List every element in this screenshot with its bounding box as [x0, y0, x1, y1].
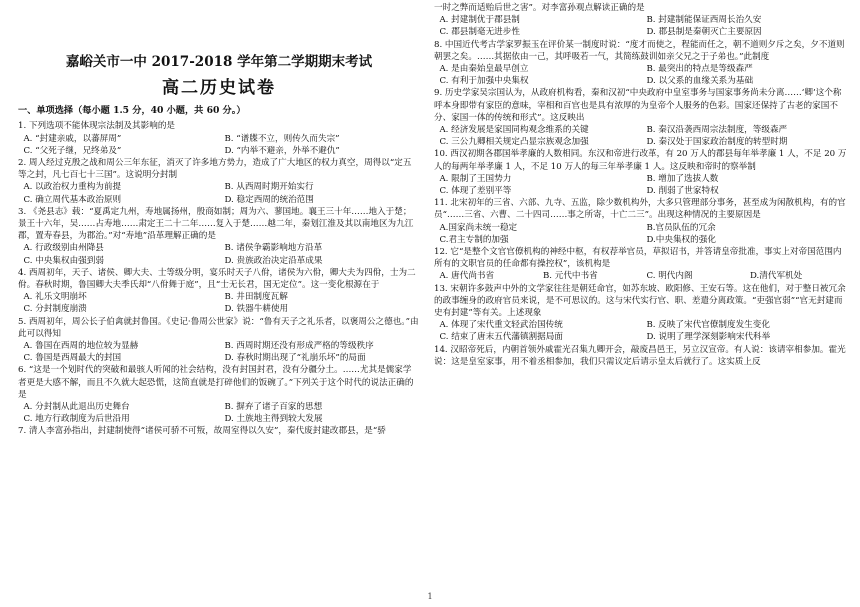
- answer-option: A. 是由秦始皇最早创立: [434, 64, 529, 75]
- option-row: [18, 291, 420, 303]
- option-row: [18, 145, 420, 157]
- option-row: [434, 331, 848, 343]
- answer-option: A.国家尚未统一稳定: [434, 222, 518, 233]
- page-number: 1: [427, 592, 433, 601]
- answer-option: B. 元代中书省: [537, 271, 598, 282]
- question-item: [434, 39, 848, 88]
- answer-option: D.清代军机处: [744, 271, 803, 282]
- question-item: [434, 2, 848, 39]
- answer-option: B. “谱牒不立，则传久而失宗”: [219, 133, 340, 144]
- option-row: [18, 194, 420, 206]
- answer-option: D. 以父系的血缘关系为基础: [641, 76, 754, 87]
- question-stem: 4. 西周初年，天子、诸侯、卿大夫、士等级分明，宴乐时天子八佾，诸侯为六佾，卿大夫为四佾，士为二佾。春秋时期，鲁国卿大夫季氏却“八佾舞于庭”，且“士无长君，国无定位”。这一变化根源在于: [18, 267, 416, 291]
- answer-option: A. 封建制优于郡县制: [434, 15, 520, 26]
- option-row: [18, 401, 420, 413]
- answer-option: D. 削弱了世家特权: [641, 186, 719, 197]
- left-question-list: [18, 120, 420, 437]
- option-row: [434, 319, 848, 331]
- question-stem: 12. 它“是整个文官官僚机构的神经中枢，有权荐举官员，草拟诏书，并答请皇帝批准，事实上对帝国范围内所有的文职官员的任命都有操控权”，该机构是: [434, 247, 842, 270]
- answer-option: C. 鲁国是西周最大的封国: [18, 353, 122, 364]
- question-item: [18, 267, 420, 316]
- answer-option: D. 铁器牛耕使用: [219, 304, 289, 315]
- question-item: [434, 148, 848, 197]
- option-row: [18, 133, 420, 145]
- left-column: [18, 0, 420, 438]
- answer-option: B. 西周时期还没有形成严格的等级秩序: [219, 341, 374, 352]
- option-row: [18, 242, 420, 254]
- question-stem: 14. 汉昭帝死后，内朝首领外戚霍光召集九卿开会，敲废昌邑王，另立汉宣帝。有人说：该请宰相参加。霍光说：这是皇室家事，用不着丞相参加，我们只需议定后请示皇太后就行了。这实质上反: [434, 344, 846, 367]
- answer-option: B. 反映了宋代官僚制度发生变化: [641, 320, 770, 331]
- question-item: [18, 316, 420, 365]
- answer-option: A. “封建亲戚，以蕃屏周”: [18, 133, 122, 144]
- option-row: [18, 303, 420, 315]
- answer-option: A. 唐代尚书省: [434, 271, 495, 282]
- question-item: [18, 206, 420, 267]
- option-row: [18, 352, 420, 364]
- option-row: [18, 255, 420, 267]
- answer-option: A. 分封制从此退出历史舞台: [18, 402, 130, 413]
- answer-option: C. 分封制度崩溃: [18, 304, 87, 315]
- answer-option: C. 体现了差别平等: [434, 186, 512, 197]
- answer-option: A. 以政治权力重构为前提: [18, 182, 122, 193]
- right-question-list: [434, 2, 848, 368]
- option-row: [434, 173, 848, 185]
- question-stem: 8. 中国近代考古学家罗振玉在评价某一制度时说：“度才而使之，程能而任之，朝不道则夕斥之矣，夕不道则朝罢之矣。……其据依由一己，其呼吸若一气，其简练鼓训如亲父兄之于子弟也。”此制度: [434, 39, 845, 62]
- answer-option: B. 最突出的特点是等级森严: [641, 64, 753, 75]
- option-row: [434, 14, 848, 26]
- question-stem: 13. 宋朝许多鼓声中外的文学家往往是朝廷命官，如苏东坡、欧阳修、王安石等。这在他们，对于整日被冗余的政事缠身的政府官员来说，是不可思议的。这与宋代实行官、职、差遣分离政策。“吏强官弱”“官无封建而史有封建”等有关。上述现象: [434, 283, 846, 319]
- question-stem: 10. 西汉初期各郡国举孝廉的人数相同。东汉和帝进行改革，有 20 万人的郡县每年举孝廉 1 人，不足 20 万人的每两年举孝廉 1 人，不足 10 万人的每三年举孝廉 1 人。这反映和帝时的察举制: [434, 149, 847, 172]
- answer-option: D. 贵族政治决定沿革成果: [219, 255, 323, 266]
- answer-option: D. 春秋时期出现了“礼崩乐坏”的局面: [219, 353, 366, 364]
- answer-option: D. 郡县制是秦朝灭亡主要原因: [641, 27, 762, 38]
- answer-option: B. 诸侯争霸影响地方沿革: [219, 243, 323, 254]
- question-item: [434, 283, 848, 344]
- option-row: [434, 75, 848, 87]
- option-row: [434, 270, 848, 282]
- answer-option: B. 从西周时期开始实行: [219, 182, 314, 193]
- question-stem: 一时之弊而适贻后世之害”。对李富孙观点解读正确的是: [434, 3, 645, 13]
- answer-option: D. 土族地主得到较大发展: [219, 414, 323, 425]
- answer-option: D. “内举不避亲，外举不避仇”: [219, 145, 340, 156]
- option-row: [434, 222, 848, 234]
- question-item: [434, 87, 848, 148]
- question-stem: 9. 历史学家吴宗国认为，从政府机构看，秦和汉初“中央政府中皇室事务与国家事务尚未分离……‘卿’这个称呼本身即带有家臣的意味，宰相和百官也是具有浓厚的为皇帝个人服务的色彩。国家还保持了古老的家国不分、家国一体的传统和形式”。这反映出: [434, 88, 842, 123]
- answer-option: A. 鲁国在西周的地位较为显赫: [18, 341, 139, 352]
- answer-option: A. 行政级别由州降县: [18, 243, 104, 254]
- question-item: [434, 344, 848, 368]
- section-heading: 一、单项选择（每小题 1.5 分，40 小题，共 60 分。）: [18, 105, 246, 117]
- question-item: [434, 246, 848, 283]
- answer-option: A. 经济发展是家国同构观念维系的关键: [434, 125, 589, 136]
- answer-option: B. 摒弃了诸子百家的思想: [219, 402, 323, 413]
- option-row: [434, 136, 848, 148]
- question-stem: 6. “这是一个划时代的突破和最骇人听闻的社会结构，没有封国封君，没有分疆分土。……尤其是儒家学者更是大感不解，而且不久就大起恐慌，这简直就是打碎他们的饭碗了。”下列关于这个时代的说法正确的是: [18, 365, 414, 400]
- answer-option: B. 封建制能保证西周长治久安: [641, 15, 762, 26]
- question-item: [18, 120, 420, 157]
- answer-option: D. 秦汉处于国家政治制度的转型时期: [641, 137, 788, 148]
- option-row: [434, 124, 848, 136]
- answer-option: C. 结束了唐末五代藩镇割据局面: [434, 332, 563, 343]
- question-item: [434, 197, 848, 246]
- option-row: [434, 26, 848, 38]
- answer-option: D.中央集权的强化: [641, 234, 716, 245]
- question-stem: 5. 西周初年，周公长子伯禽就封鲁国。《史记·鲁周公世家》说：“鲁有天子之礼乐者，以褒周公之德也。”由此可以得知: [18, 316, 419, 339]
- question-stem: 3. 《尧县志》载：“夏禹定九州，寿地属扬州，殷商如制；周为六、蓼国地。襄王三十年……地入于楚；景王十六年，吴……占寿地……肃定王二十二年……复入于楚……越二年，秦划江淮及其以南地区为九江郡，置寿春县，为郡治。”对“寿地”沿革理解正确的是: [18, 206, 414, 242]
- answer-option: A. 限制了王国势力: [434, 173, 512, 184]
- question-item: [18, 425, 420, 437]
- question-item: [18, 364, 420, 425]
- answer-option: C. 中央集权由强到弱: [18, 255, 104, 266]
- right-column: [434, 2, 848, 368]
- exam-title: 嘉峪关市一中 2017-2018 学年第二学期期末考试: [65, 54, 373, 70]
- question-stem: 2. 周人经过克殷之战和周公三年东征，消灭了许多地方势力，造成了广大地区的权力真空，周得以“定五等之封，凡七百七十三国”。这说明分封制: [18, 157, 412, 181]
- option-row: [18, 340, 420, 352]
- option-row: [434, 234, 848, 246]
- answer-option: C. 三公九卿相关规定凸显宗族观念加强: [434, 137, 589, 148]
- answer-option: C. “父死子继，兄终弟及”: [18, 145, 122, 156]
- answer-option: C. 有利于加强中央集权: [434, 76, 529, 87]
- answer-option: A. 礼乐文明崩坏: [18, 292, 87, 303]
- answer-option: C. 明代内阁: [641, 271, 693, 282]
- answer-option: B.官员队伍的冗余: [641, 222, 716, 233]
- option-row: [434, 185, 848, 197]
- answer-option: D. 说明了理学深刻影响宋代科举: [641, 332, 771, 343]
- question-item: [18, 157, 420, 206]
- question-stem: 11. 北宋初年的三省、六部、九寺、五监，除少数机构外，大多只管理部分事务，甚至成为闲散机构，有的官员“……三省、六曹、二十四司……事之所寄，十亡二三”。出现这种情况的主要原因是: [434, 198, 846, 221]
- answer-option: B. 增加了选拔人数: [641, 173, 719, 184]
- option-row: [18, 413, 420, 425]
- option-row: [434, 63, 848, 75]
- answer-option: C. 确立周代基本政治原则: [18, 194, 122, 205]
- question-stem: 7. 清人李富孙指出，封建制使得“诸侯可骄不可叛，故周室得以久安”，秦代废封建改郡县，是“骄: [18, 426, 386, 437]
- option-row: [18, 181, 420, 193]
- question-stem: 1. 下列选项不能体现宗法制及其影响的是: [18, 121, 176, 132]
- answer-option: C.君主专制的加强: [434, 234, 509, 245]
- answer-option: B. 井田制度瓦解: [219, 292, 288, 303]
- answer-option: A. 体现了宋代重文轻武治国传统: [434, 320, 563, 331]
- answer-option: D. 稳定西周的统治范围: [219, 194, 314, 205]
- answer-option: B. 秦汉沿袭西周宗法制度，等级森严: [641, 125, 788, 136]
- answer-option: C. 地方行政制度为后世沿用: [18, 414, 130, 425]
- answer-option: C. 郡县制毫无进步性: [434, 27, 520, 38]
- exam-subtitle: 高二历史试卷: [162, 78, 276, 99]
